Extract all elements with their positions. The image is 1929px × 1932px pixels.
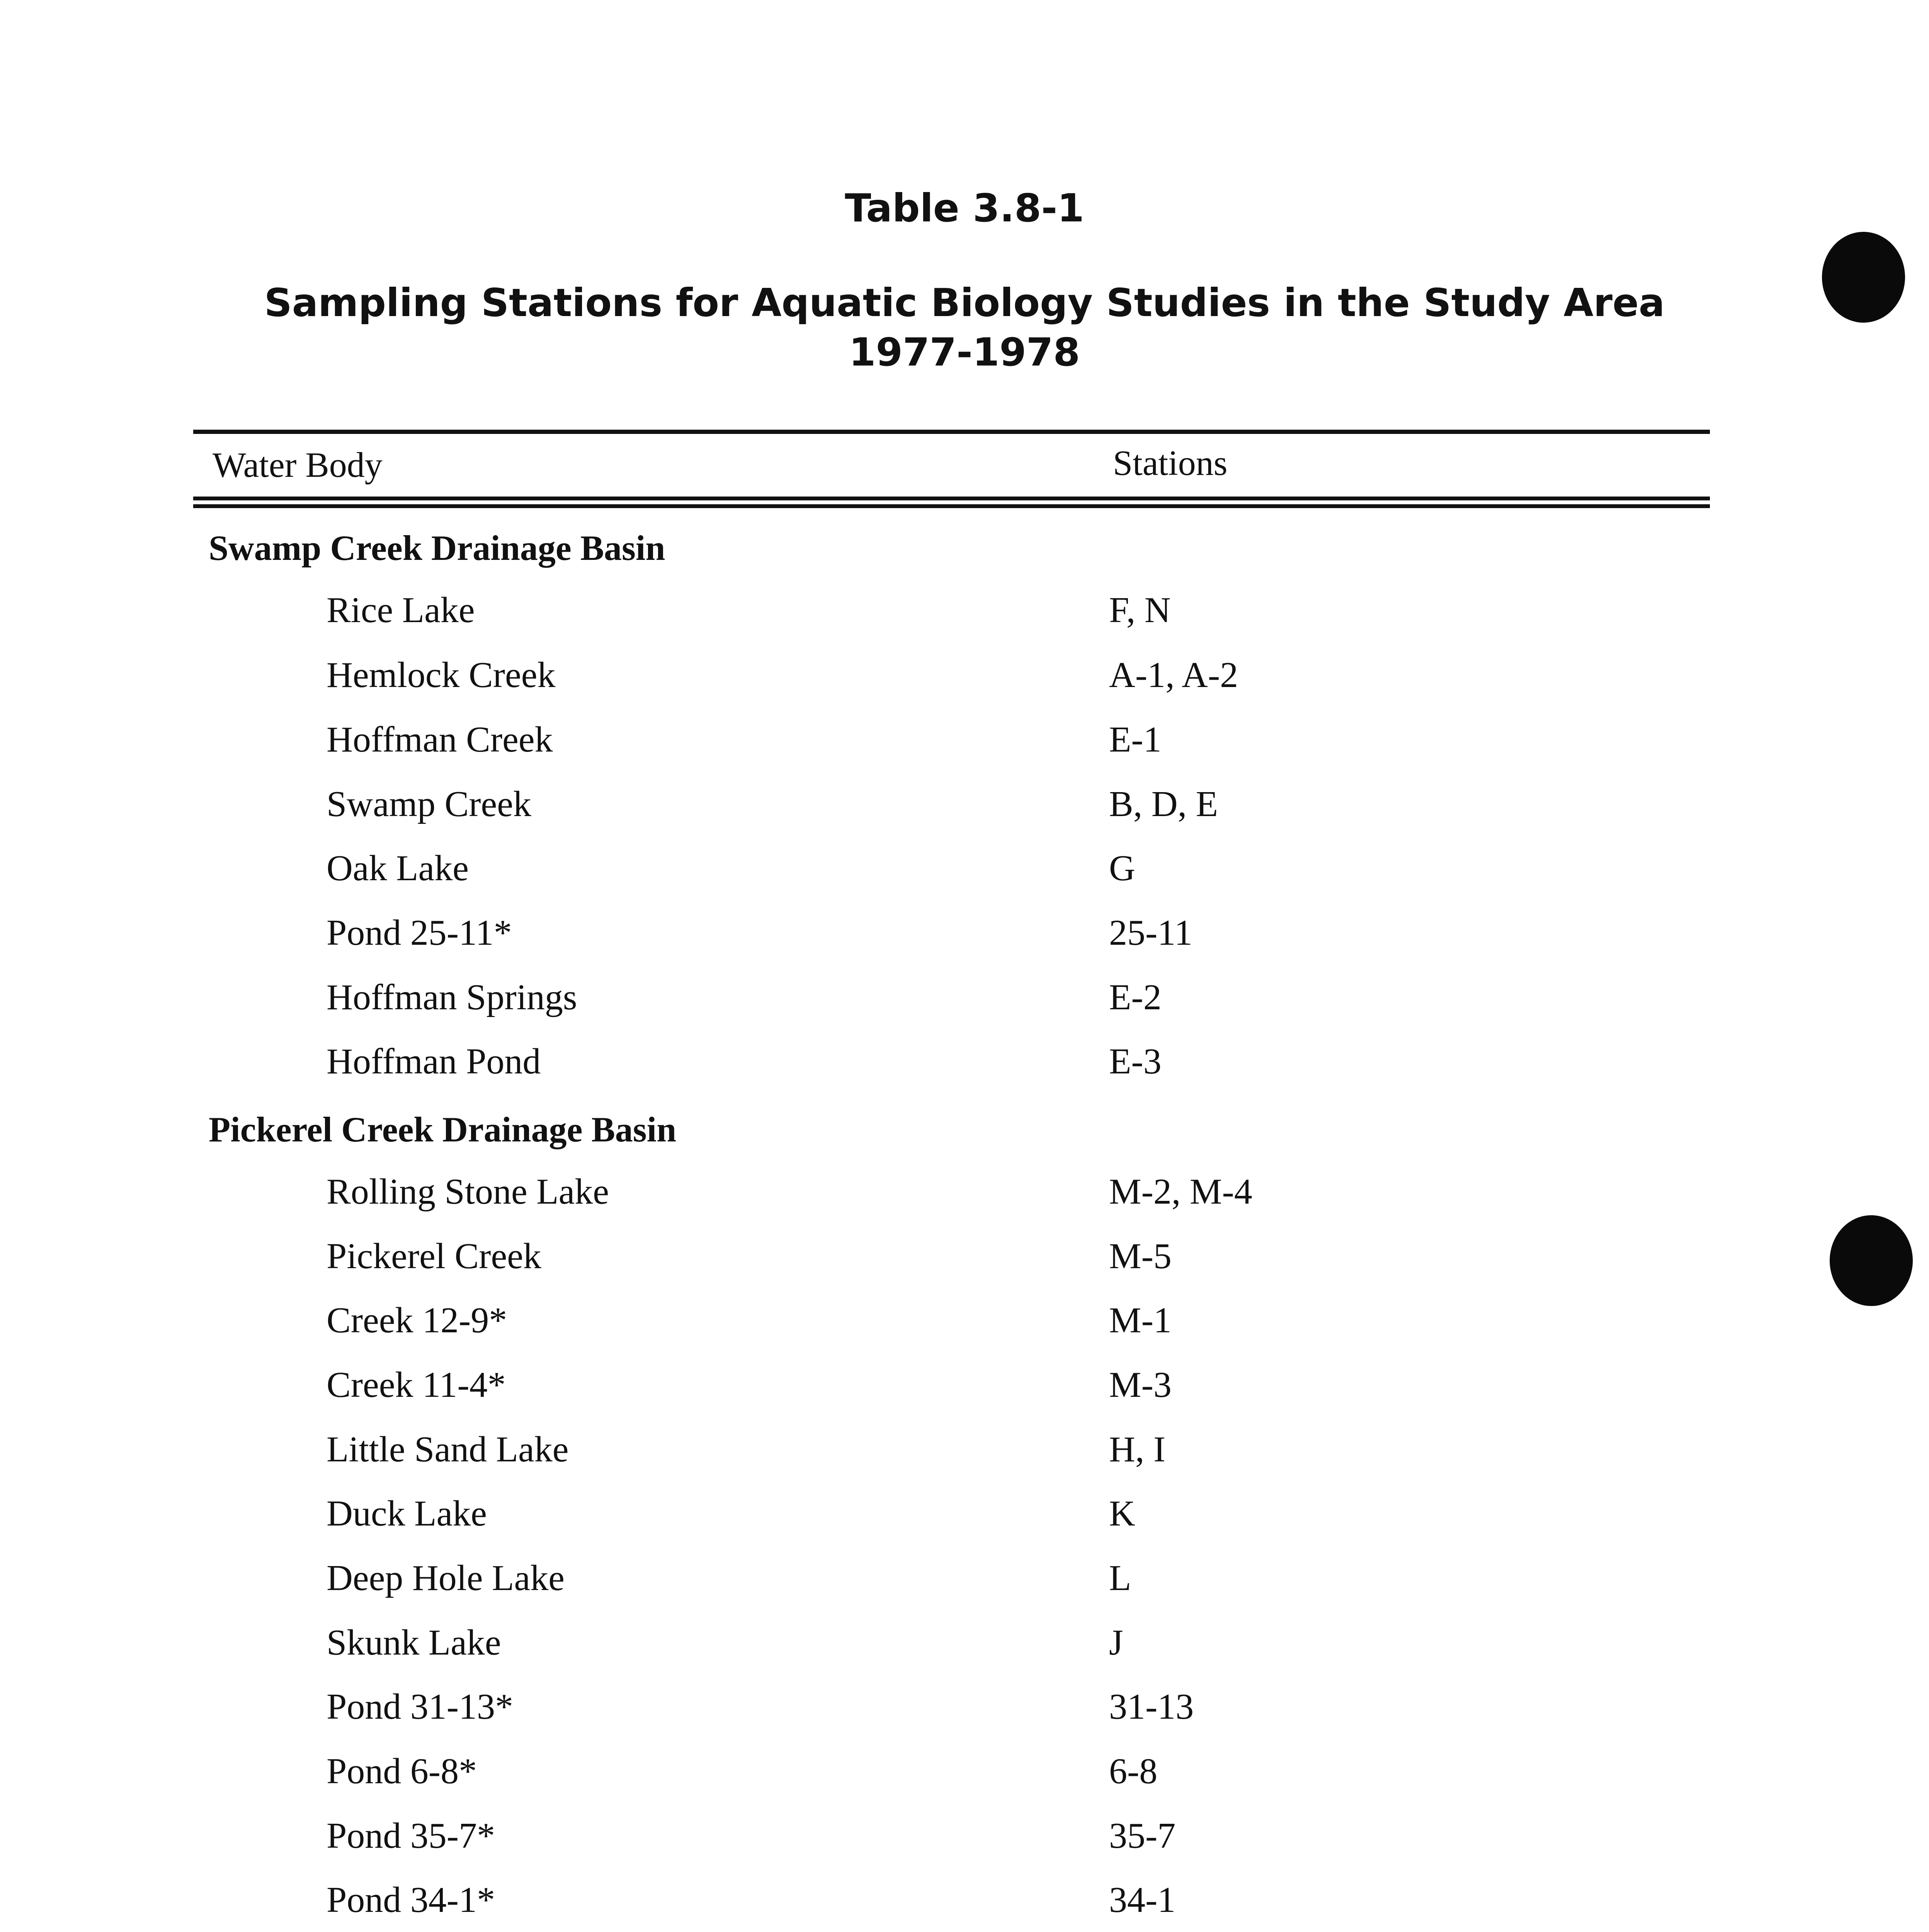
stations-cell: 31-13 — [1109, 1687, 1194, 1727]
water-body-cell: Little Sand Lake — [327, 1429, 569, 1469]
water-body-cell: Creek 11-4* — [327, 1365, 506, 1405]
stations-cell: H, I — [1109, 1429, 1166, 1469]
table-row — [0, 1622, 1929, 1687]
water-body-cell: Deep Hole Lake — [327, 1558, 565, 1598]
water-body-cell: Pond 31-13* — [327, 1687, 514, 1727]
table-row — [0, 847, 1929, 912]
water-body-cell: Hoffman Creek — [327, 719, 553, 760]
table-row — [0, 1171, 1929, 1236]
table-row — [0, 1686, 1929, 1751]
table-row — [0, 719, 1929, 784]
water-body-cell: Rolling Stone Lake — [327, 1172, 609, 1212]
stations-cell: M-3 — [1109, 1365, 1172, 1405]
table-top-rule — [193, 430, 1710, 434]
stations-cell: E-1 — [1109, 719, 1162, 760]
water-body-cell: Skunk Lake — [327, 1622, 501, 1663]
water-body-cell: Hoffman Pond — [327, 1041, 541, 1082]
table-row — [0, 1557, 1929, 1622]
stations-cell: E-2 — [1109, 977, 1162, 1017]
table-label: Table 3.8-1 — [845, 185, 1084, 231]
basin-heading: Swamp Creek Drainage Basin — [209, 528, 665, 568]
water-body-cell: Pickerel Creek — [327, 1236, 541, 1276]
water-body-cell: Pond 34-1* — [327, 1880, 495, 1920]
water-body-cell: Pond 35-7* — [327, 1816, 495, 1856]
water-body-cell: Pond 25-11* — [327, 913, 512, 953]
table-row — [0, 1109, 1929, 1174]
stations-cell: A-1, A-2 — [1109, 655, 1238, 695]
water-body-cell: Duck Lake — [327, 1493, 487, 1534]
stations-cell: M-1 — [1109, 1300, 1172, 1340]
stations-cell: 25-11 — [1109, 913, 1192, 953]
table-row — [0, 1815, 1929, 1880]
table-row — [0, 654, 1929, 719]
stations-cell: J — [1109, 1622, 1123, 1663]
table-row — [0, 589, 1929, 654]
stations-cell: 34-1 — [1109, 1880, 1176, 1920]
table-row — [0, 1429, 1929, 1493]
table-row — [0, 1235, 1929, 1300]
header-double-rule — [193, 497, 1710, 508]
table-title-line-2: 1977-1978 — [849, 330, 1080, 375]
water-body-cell: Rice Lake — [327, 590, 475, 630]
column-header-stations: Stations — [1113, 443, 1228, 483]
basin-heading: Pickerel Creek Drainage Basin — [209, 1110, 677, 1149]
water-body-cell: Swamp Creek — [327, 784, 531, 824]
column-header-water-body: Water Body — [213, 445, 383, 485]
stations-cell: F, N — [1109, 590, 1171, 630]
water-body-cell: Creek 12-9* — [327, 1300, 507, 1340]
table-row — [0, 527, 1929, 592]
punch-hole-middle — [1830, 1215, 1913, 1306]
table-row — [0, 1750, 1929, 1815]
water-body-cell: Hoffman Springs — [327, 977, 577, 1017]
stations-cell: M-5 — [1109, 1236, 1172, 1276]
table-row — [0, 1493, 1929, 1558]
table-row — [0, 1364, 1929, 1429]
table-row — [0, 1879, 1929, 1932]
stations-cell: L — [1109, 1558, 1131, 1598]
table-title — [0, 278, 1929, 377]
table-row — [0, 1041, 1929, 1105]
water-body-cell: Hemlock Creek — [327, 655, 556, 695]
water-body-cell: Oak Lake — [327, 848, 469, 888]
water-body-cell: Pond 6-8* — [327, 1751, 477, 1791]
stations-cell: B, D, E — [1109, 784, 1218, 824]
punch-hole-top — [1822, 232, 1905, 323]
table-row — [0, 1299, 1929, 1364]
stations-cell: 35-7 — [1109, 1816, 1176, 1856]
stations-cell: G — [1109, 848, 1135, 888]
stations-cell: 6-8 — [1109, 1751, 1158, 1791]
table-row — [0, 976, 1929, 1041]
table-row — [0, 912, 1929, 977]
stations-cell: E-3 — [1109, 1041, 1162, 1082]
stations-cell: M-2, M-4 — [1109, 1172, 1252, 1212]
table-row — [0, 783, 1929, 848]
table-title-line-1: Sampling Stations for Aquatic Biology Studies in the Study Area — [264, 280, 1665, 325]
stations-cell: K — [1109, 1493, 1135, 1534]
